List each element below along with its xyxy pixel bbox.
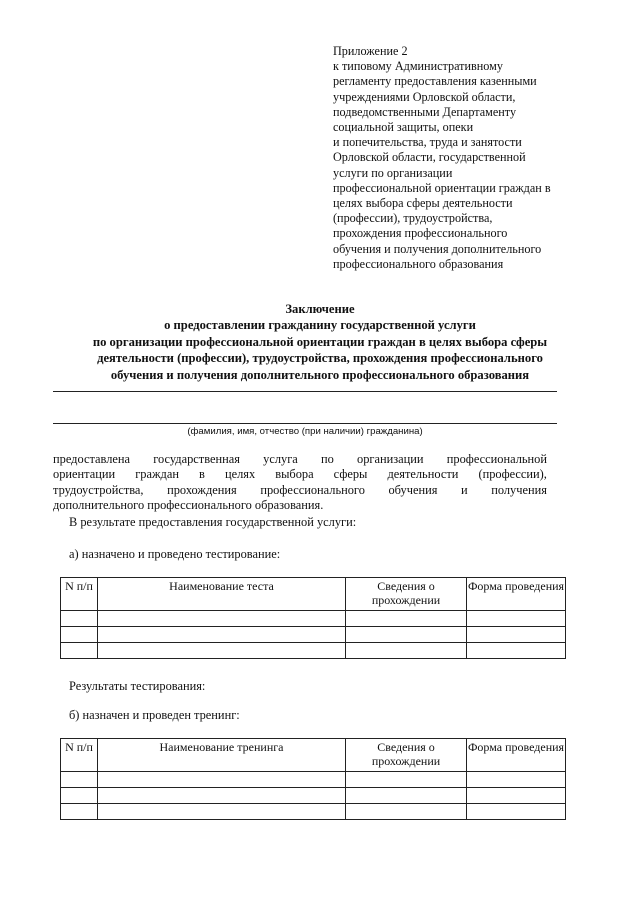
title-line: о предоставлении гражданину государственной услуги bbox=[164, 318, 476, 333]
title-line: обучения и получения дополнительного профессионального образования bbox=[110, 367, 530, 382]
appendix-line: и попечительства, труда и занятости bbox=[333, 135, 522, 150]
title-line: Заключение bbox=[285, 302, 355, 316]
table-cell[interactable] bbox=[61, 788, 98, 804]
table-cell[interactable] bbox=[61, 627, 98, 643]
result-intro: В результате предоставления государственной услуги: bbox=[69, 515, 357, 529]
table-row bbox=[61, 643, 566, 659]
word: сферы bbox=[333, 467, 368, 482]
header-form: Форма проведения bbox=[467, 578, 566, 611]
header-number: N п/п bbox=[61, 578, 98, 611]
appendix-line: услуги по организации bbox=[333, 165, 453, 180]
table-cell[interactable] bbox=[467, 788, 566, 804]
table-cell[interactable] bbox=[346, 627, 467, 643]
word: организации bbox=[357, 452, 424, 466]
training-table bbox=[60, 738, 566, 820]
table-cell[interactable] bbox=[98, 643, 346, 659]
table-cell[interactable] bbox=[98, 611, 346, 627]
table-cell[interactable] bbox=[467, 772, 566, 788]
header-completion-info: Сведения о прохождении bbox=[346, 739, 467, 772]
table-row bbox=[61, 611, 566, 627]
appendix-line: целях выбора сферы деятельности bbox=[333, 196, 513, 211]
appendix-line: подведомственными Департаменту bbox=[333, 104, 517, 119]
table-cell[interactable] bbox=[467, 643, 566, 659]
word: граждан bbox=[135, 467, 179, 482]
word: профессиональной bbox=[446, 452, 547, 466]
appendix-line: обучения и получения дополнительного bbox=[333, 241, 542, 256]
word: государственная bbox=[153, 452, 240, 466]
paragraph-line-3 bbox=[53, 483, 547, 498]
test-results-label: Результаты тестирования: bbox=[69, 679, 206, 693]
table-cell[interactable] bbox=[98, 804, 346, 820]
appendix-line: профессиональной ориентации граждан в bbox=[333, 180, 551, 195]
table-cell[interactable] bbox=[346, 611, 467, 627]
appendix-note bbox=[333, 44, 623, 272]
word: получения bbox=[491, 482, 547, 497]
title-line: по организации профессиональной ориентации граждан в целях выбора сферы bbox=[92, 334, 548, 349]
table-cell[interactable] bbox=[346, 643, 467, 659]
appendix-line: Орловской области, государственной bbox=[333, 150, 526, 165]
appendix-line: Приложение 2 bbox=[333, 44, 408, 58]
section-b-label: б) назначен и проведен тренинг: bbox=[69, 708, 240, 722]
word: обучения bbox=[388, 482, 438, 497]
word: трудоустройства, bbox=[53, 482, 144, 497]
word: прохождения bbox=[167, 482, 237, 497]
word: (профессии), bbox=[478, 467, 547, 482]
table-cell[interactable] bbox=[61, 772, 98, 788]
word: ориентации bbox=[53, 467, 116, 482]
fill-in-line bbox=[53, 391, 557, 392]
header-training-name: Наименование тренинга bbox=[98, 739, 346, 772]
word: целях bbox=[224, 467, 256, 482]
appendix-line: профессионального образования bbox=[333, 256, 504, 271]
table-cell[interactable] bbox=[467, 804, 566, 820]
document-title bbox=[40, 301, 600, 383]
header-number: N п/п bbox=[61, 739, 98, 772]
appendix-line: учреждениями Орловской области, bbox=[333, 89, 516, 104]
header-test-name: Наименование теста bbox=[98, 578, 346, 611]
paragraph-line-4: дополнительного профессионального образования. bbox=[53, 498, 324, 513]
appendix-line: (профессии), трудоустройства, bbox=[333, 211, 493, 226]
fio-caption: (фамилия, имя, отчество (при наличии) гражданина) bbox=[187, 426, 423, 437]
testing-table bbox=[60, 577, 566, 659]
section-a-label: а) назначено и проведено тестирование: bbox=[69, 547, 281, 561]
word: профессионального bbox=[260, 482, 365, 497]
table-header-row bbox=[61, 578, 566, 611]
word: по bbox=[321, 452, 334, 466]
table-row bbox=[61, 788, 566, 804]
fio-fill-in-line bbox=[53, 423, 557, 424]
table-cell[interactable] bbox=[467, 627, 566, 643]
table-row bbox=[61, 804, 566, 820]
table-cell[interactable] bbox=[98, 772, 346, 788]
word: и bbox=[460, 482, 468, 497]
table-row bbox=[61, 627, 566, 643]
table-cell[interactable] bbox=[61, 804, 98, 820]
appendix-line: прохождения профессионального bbox=[333, 226, 508, 241]
table-cell[interactable] bbox=[61, 611, 98, 627]
table-cell[interactable] bbox=[61, 643, 98, 659]
table-cell[interactable] bbox=[346, 804, 467, 820]
table-cell[interactable] bbox=[346, 772, 467, 788]
table-cell[interactable] bbox=[98, 788, 346, 804]
word: выбора bbox=[275, 467, 314, 482]
table-cell[interactable] bbox=[98, 627, 346, 643]
title-line: деятельности (профессии), трудоустройства, прохождения профессионального bbox=[97, 351, 543, 366]
table-header-row bbox=[61, 739, 566, 772]
paragraph-line-1 bbox=[53, 452, 547, 467]
service-paragraph bbox=[53, 452, 547, 514]
table-row bbox=[61, 772, 566, 788]
paragraph-line-2 bbox=[53, 467, 547, 482]
appendix-line: социальной защиты, опеки bbox=[333, 120, 474, 135]
appendix-line: к типовому Административному bbox=[333, 59, 503, 74]
header-form: Форма проведения bbox=[467, 739, 566, 772]
word: в bbox=[199, 467, 205, 482]
word: предоставлена bbox=[53, 452, 131, 466]
table-cell[interactable] bbox=[467, 611, 566, 627]
table-cell[interactable] bbox=[346, 788, 467, 804]
word: деятельности bbox=[387, 467, 459, 482]
appendix-line: регламенту предоставления казенными bbox=[333, 74, 537, 89]
header-completion-info: Сведения о прохождении bbox=[346, 578, 467, 611]
word: услуга bbox=[263, 452, 298, 466]
